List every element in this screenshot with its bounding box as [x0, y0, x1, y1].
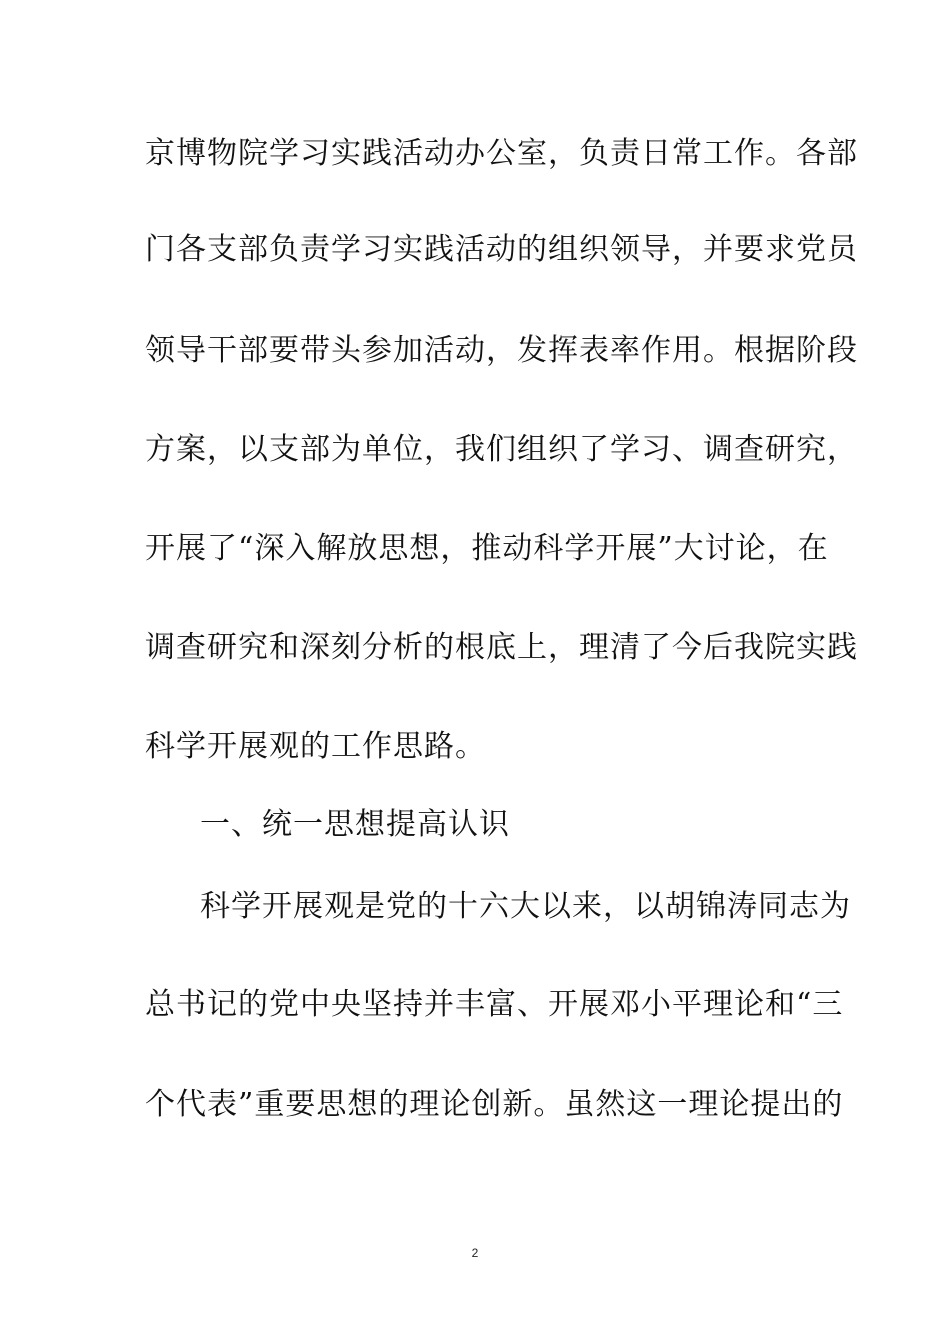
paragraph-line: 门各支部负责学习实践活动的组织领导，并要求党员: [145, 232, 858, 267]
paragraph-line: 开展了“深入解放思想，推动科学开展”大讨论，在: [145, 531, 829, 566]
paragraph-line: 科学开展观是党的十六大以来，以胡锦涛同志为: [200, 889, 851, 924]
paragraph-line: 方案，以支部为单位，我们组织了学习、调查研究，: [145, 432, 858, 467]
section-heading: 一、统一思想提高认识: [200, 807, 510, 842]
paragraph-line: 调查研究和深刻分析的根底上，理清了今后我院实践: [145, 630, 858, 665]
paragraph-line: 个代表”重要思想的理论创新。虽然这一理论提出的: [145, 1087, 844, 1122]
paragraph-line: 领导干部要带头参加活动，发挥表率作用。根据阶段: [145, 333, 858, 368]
paragraph-line: 总书记的党中央坚持并丰富、开展邓小平理论和“三: [145, 987, 844, 1022]
paragraph-line: 京博物院学习实践活动办公室，负责日常工作。各部: [145, 136, 858, 171]
page-number: 2: [471, 1246, 479, 1260]
paragraph-line: 科学开展观的工作思路。: [145, 729, 486, 764]
